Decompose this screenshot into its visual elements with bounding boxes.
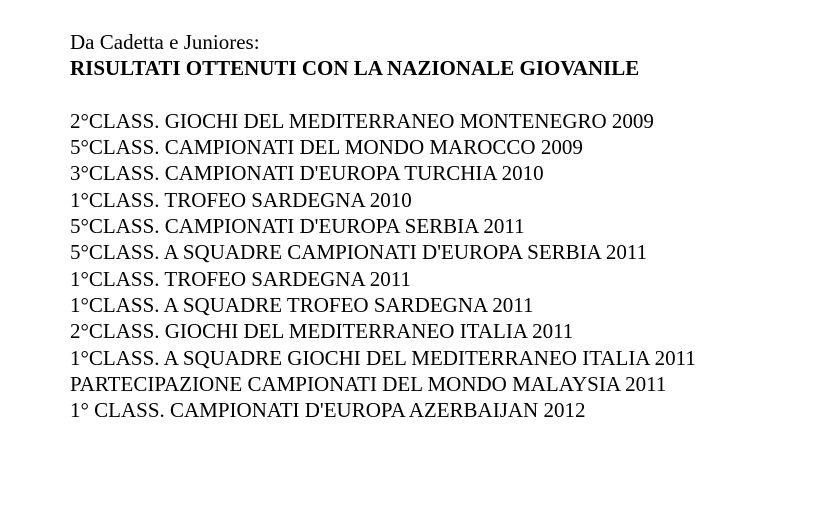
result-item: 5°CLASS. CAMPIONATI DEL MONDO MAROCCO 2009 [70, 135, 583, 160]
result-item: 2°CLASS. GIOCHI DEL MEDITERRANEO MONTENEGRO 2009 [70, 108, 654, 133]
result-item: 5°CLASS. CAMPIONATI D'EUROPA SERBIA 2011 [70, 214, 525, 239]
result-item: 1°CLASS. TROFEO SARDEGNA 2011 [70, 266, 411, 291]
blank-line [70, 82, 750, 108]
results-list [70, 108, 750, 424]
results-heading: RISULTATI OTTENUTI CON LA NAZIONALE GIOVANILE [70, 56, 640, 81]
result-item: 1°CLASS. A SQUADRE TROFEO SARDEGNA 2011 [70, 292, 534, 317]
result-item: 3°CLASS. CAMPIONATI D'EUROPA TURCHIA 2010 [70, 161, 544, 186]
result-item: 2°CLASS. GIOCHI DEL MEDITERRANEO ITALIA 2011 [70, 319, 574, 344]
result-item: PARTECIPAZIONE CAMPIONATI DEL MONDO MALAYSIA 2011 [70, 371, 667, 396]
result-item: 1°CLASS. TROFEO SARDEGNA 2010 [70, 187, 412, 212]
result-item: 1°CLASS. A SQUADRE GIOCHI DEL MEDITERRANEO ITALIA 2011 [70, 345, 696, 370]
document-body [70, 29, 750, 423]
intro-line: Da Cadetta e Juniores: [70, 30, 260, 54]
result-item: 5°CLASS. A SQUADRE CAMPIONATI D'EUROPA SERBIA 2011 [70, 240, 648, 265]
result-item: 1° CLASS. CAMPIONATI D'EUROPA AZERBAIJAN 2012 [70, 398, 586, 423]
